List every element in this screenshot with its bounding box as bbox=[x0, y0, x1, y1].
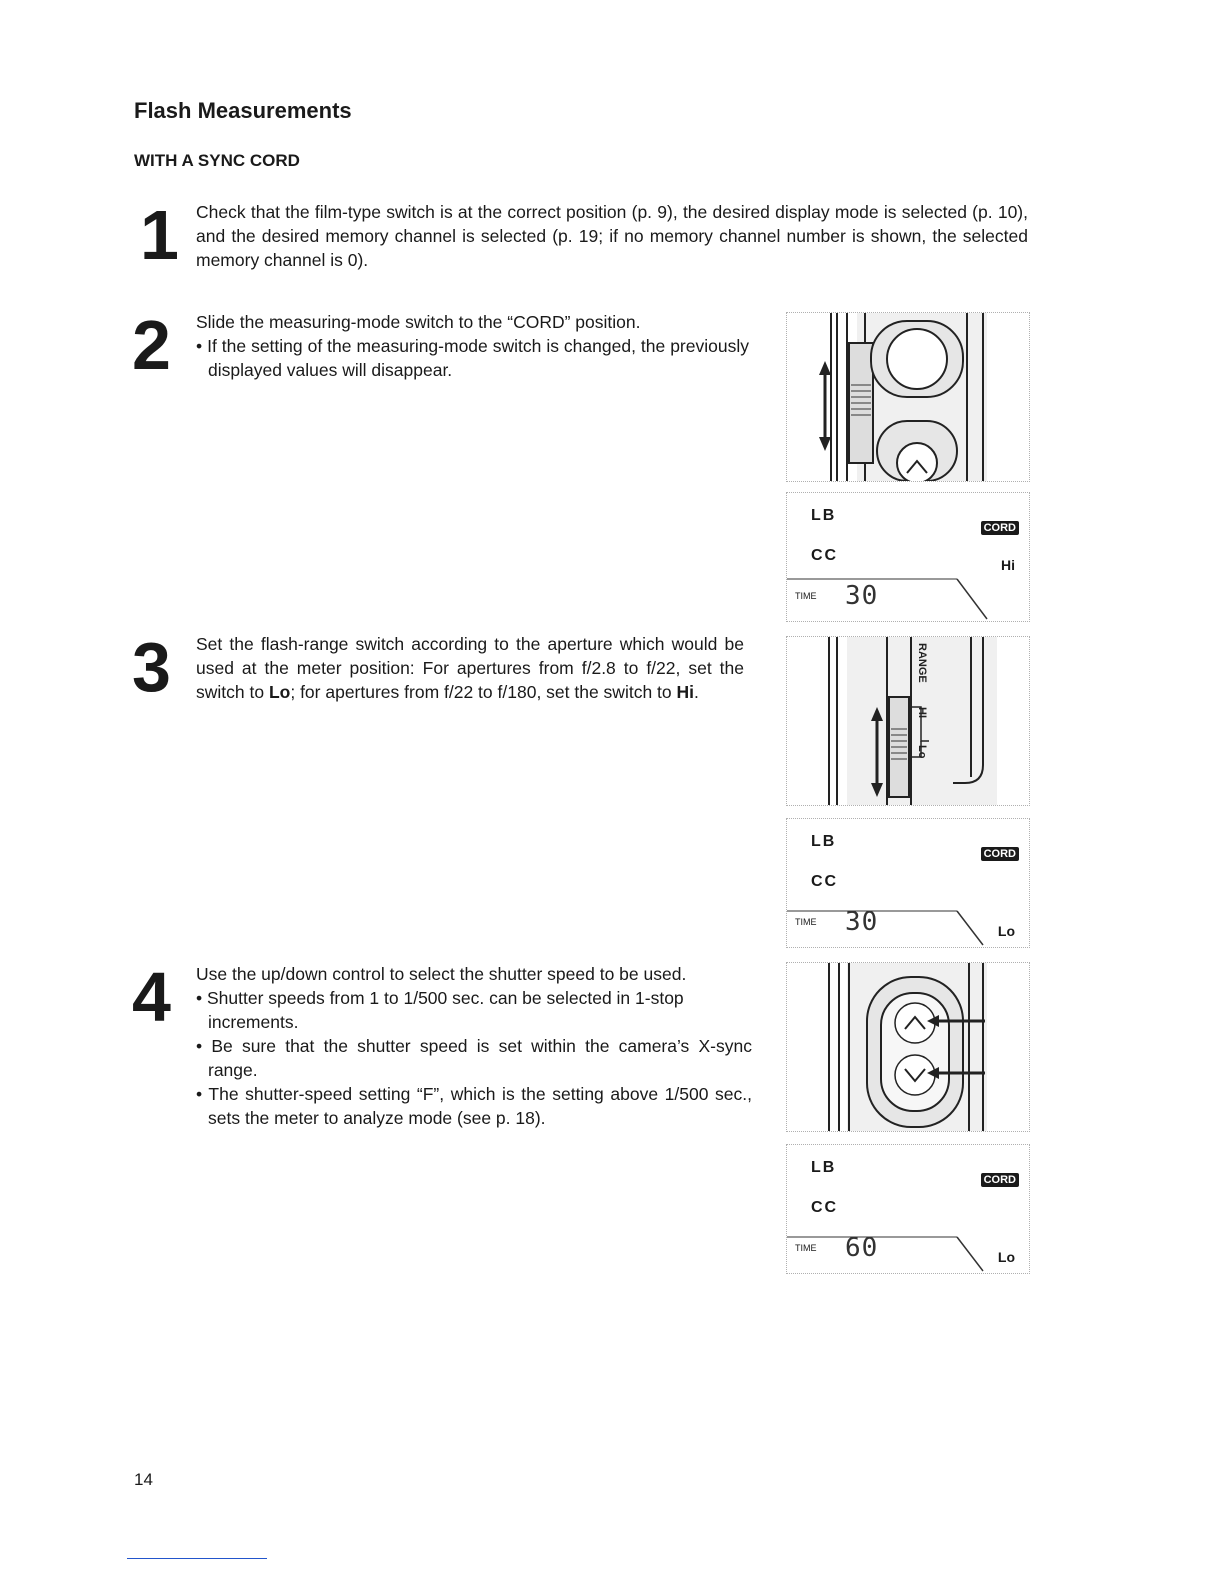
step-3-hi: Hi bbox=[676, 682, 694, 702]
lcd-cord-indicator: CORD bbox=[981, 847, 1019, 861]
lcd-shutter-digits: 30 bbox=[845, 907, 879, 937]
switch-lo-label: Lo bbox=[916, 745, 928, 759]
up-down-control-illustration bbox=[786, 962, 1030, 1132]
lcd-frame-lines bbox=[787, 1145, 1029, 1273]
step-1-text bbox=[196, 200, 1028, 272]
lcd-cc-label: CC bbox=[811, 1199, 839, 1216]
lcd-time-label: TIME bbox=[795, 591, 817, 601]
switch-range-label: RANGE bbox=[916, 643, 928, 683]
lcd-cc-label: CC bbox=[811, 547, 839, 564]
page-number: 14 bbox=[134, 1470, 153, 1489]
lcd-shutter-digits: 60 bbox=[845, 1233, 879, 1263]
lcd-cord-indicator: CORD bbox=[981, 521, 1019, 535]
lcd-range-indicator: Hi bbox=[1001, 557, 1015, 573]
step-2-paragraph: Slide the measuring-mode switch to the “CORD” position. bbox=[196, 312, 641, 332]
step-number-2: 2 bbox=[132, 306, 171, 384]
step-3-part: Set the flash-range switch according to the aperture which would be used at the meter position: For apertures from f/2.8 to f/22, set the switch to bbox=[196, 634, 744, 702]
lcd-range-indicator: Lo bbox=[997, 1249, 1015, 1265]
lcd-display-1 bbox=[786, 492, 1030, 622]
lcd-display-2 bbox=[786, 818, 1030, 948]
step-3-text bbox=[196, 632, 744, 704]
step-3-part: ; for apertures from f/22 to f/180, set the switch to bbox=[290, 682, 677, 702]
lcd-lb-label: LB bbox=[811, 1159, 837, 1176]
step-4-text bbox=[196, 962, 752, 1130]
measuring-mode-switch-illustration bbox=[786, 312, 1030, 482]
step-4-bullet: • Shutter speeds from 1 to 1/500 sec. can be selected in 1-stop increments. bbox=[196, 988, 684, 1032]
lcd-display-3 bbox=[786, 1144, 1030, 1274]
lcd-lb-label: LB bbox=[811, 833, 837, 850]
step-4-bullet: • The shutter-speed setting “F”, which is the setting above 1/500 sec., sets the meter to analyze mode (see p. 18). bbox=[196, 1084, 752, 1128]
lcd-shutter-digits: 30 bbox=[845, 581, 879, 611]
lcd-lb-label: LB bbox=[811, 507, 837, 524]
lcd-time-label: TIME bbox=[795, 917, 817, 927]
step-4-paragraph: Use the up/down control to select the shutter speed to be used. bbox=[196, 964, 687, 984]
step-2-bullet: • If the setting of the measuring-mode switch is changed, the previously displayed values will disappear. bbox=[196, 336, 749, 380]
step-number-4: 4 bbox=[132, 958, 171, 1036]
step-4-bullet: • Be sure that the shutter speed is set within the camera’s X-sync range. bbox=[196, 1036, 752, 1080]
step-3-paragraph bbox=[196, 632, 744, 704]
step-2-text bbox=[196, 310, 749, 382]
switch-hi-label: HI bbox=[916, 707, 928, 718]
lcd-cc-label: CC bbox=[811, 873, 839, 890]
section-subtitle: WITH A SYNC CORD bbox=[134, 151, 300, 170]
lcd-range-indicator: Lo bbox=[997, 923, 1015, 939]
lcd-cord-indicator: CORD bbox=[981, 1173, 1019, 1187]
step-3-part: . bbox=[694, 682, 699, 702]
step-number-1: 1 bbox=[140, 196, 179, 274]
lcd-frame-lines bbox=[787, 819, 1029, 947]
lcd-time-label: TIME bbox=[795, 1243, 817, 1253]
page-title: Flash Measurements bbox=[134, 98, 352, 123]
step-1-paragraph: Check that the film-type switch is at the correct position (p. 9), the desired display mode is selected (p. 10), and the desired memory channel is selected (p. 19; if no memory channel number is shown, the selected memory channel is 0). bbox=[196, 202, 1028, 270]
flash-range-switch-illustration bbox=[786, 636, 1030, 806]
step-number-3: 3 bbox=[132, 628, 171, 706]
footer-rule bbox=[127, 1558, 267, 1559]
lcd-frame-lines bbox=[787, 493, 1029, 621]
step-3-lo: Lo bbox=[268, 682, 291, 702]
